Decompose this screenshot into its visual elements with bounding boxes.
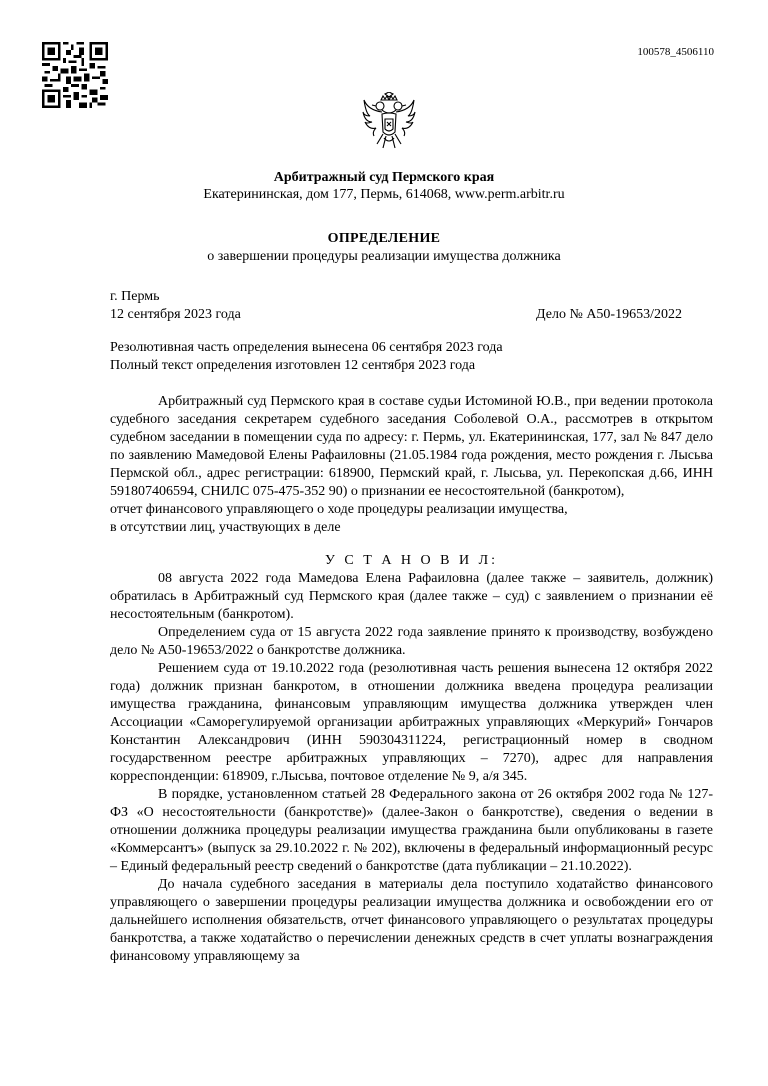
intro-line-2: отчет финансового управляющего о ходе процедуры реализации имущества, xyxy=(110,502,568,517)
city: г. Пермь xyxy=(110,289,160,304)
intro-line-3: в отсутствии лиц, участвующих в деле xyxy=(110,520,341,535)
paragraph: Определением суда от 15 августа 2022 года заявление принято к производству, возбуждено дело № А50-19653/2022 о банкротстве должника. xyxy=(110,625,713,658)
intro-paragraph: Арбитражный суд Пермского края в составе судьи Истоминой Ю.В., при ведении протокола судебного заседания секретарем судебного заседания Соболевой О.А., рассмотрев в открытом судебном заседании в помещении суда по адресу: г. Пермь, ул. Екатерининская, 177, зал № 847 дело по заявлению Мамедовой Елены Рафаиловны (21.05.1984 года рождения, место рождения г. Лысьва Пермской обл., адрес регистрации: 618900, Пермский край, г. Лысьва, ул. Перекопская д.66, ИНН 591807406594, СНИЛС 075-475-352 90) о признании ее несостоятельной (банкротом), xyxy=(110,394,713,499)
paragraph: 08 августа 2022 года Мамедова Елена Рафаиловна (далее также – заявитель, должник) обратилась в Арбитражный суд Пермского края (далее также – суд) с заявлением о признании её несостоятельным (банкротом). xyxy=(110,571,713,622)
paragraph: В порядке, установленном статьей 28 Федерального закона от 26 октября 2002 года № 127-ФЗ «О несостоятельности (банкротстве)» (далее-Закон о банкротстве), сведения о ведении в отношении должника процедуры реализации имущества гражданина были опубликованы в газете «Коммерсантъ» (выпуск за 29.10.2022 г. № 202), включены в федеральный информационный ресурс – Единый федеральный реестр сведений о банкротстве (дата публикации – 21.10.2022). xyxy=(110,787,713,874)
double-headed-eagle-emblem-icon xyxy=(362,92,416,154)
resolution-note: Резолютивная часть определения вынесена 06 сентября 2023 года xyxy=(110,340,503,355)
court-name: Арбитражный суд Пермского края xyxy=(273,170,495,185)
paragraph: Решением суда от 19.10.2022 года (резолютивная часть решения вынесена 12 октября 2022 года) должник признан банкротом, в отношении должника введена процедура реализации имущества гражданина, финансовым управляющим имущества должника утвержден член Ассоциации «Саморегулируемой организации арбитражных управляющих «Меркурий» Гончаров Константин Александрович (ИНН 590304311224, регистрационный номер в сводном государственном реестре арбитражных управляющих – 7270), адрес для направления корреспонденции: 618909, г.Лысьва, почтовое отделение № 9, а/я 345. xyxy=(110,661,713,784)
document-subtitle: о завершении процедуры реализации имущества должника xyxy=(207,249,561,264)
document-title: ОПРЕДЕЛЕНИЕ xyxy=(327,231,441,246)
full-text-note: Полный текст определения изготовлен 12 сентября 2023 года xyxy=(110,358,476,373)
case-number: Дело № А50-19653/2022 xyxy=(536,307,682,322)
document-date: 12 сентября 2023 года xyxy=(110,307,241,322)
established-heading: У С Т А Н О В И Л: xyxy=(325,553,498,568)
document-id: 100578_4506110 xyxy=(637,46,714,58)
court-address: Екатерининская, дом 177, Пермь, 614068, www.perm.arbitr.ru xyxy=(203,187,565,202)
document-body xyxy=(110,393,713,966)
paragraph: До начала судебного заседания в материалы дела поступило ходатайство финансового управляющего о завершении процедуры реализации имущества должника и освобождении его от дальнейшего исполнения обязательств, отчет финансового управляющего о результатах процедуры банкротства, а также ходатайство о перечислении денежных средств в счет уплаты вознаграждения финансовому управляющему за xyxy=(110,877,713,964)
qr-code-icon xyxy=(42,42,108,108)
